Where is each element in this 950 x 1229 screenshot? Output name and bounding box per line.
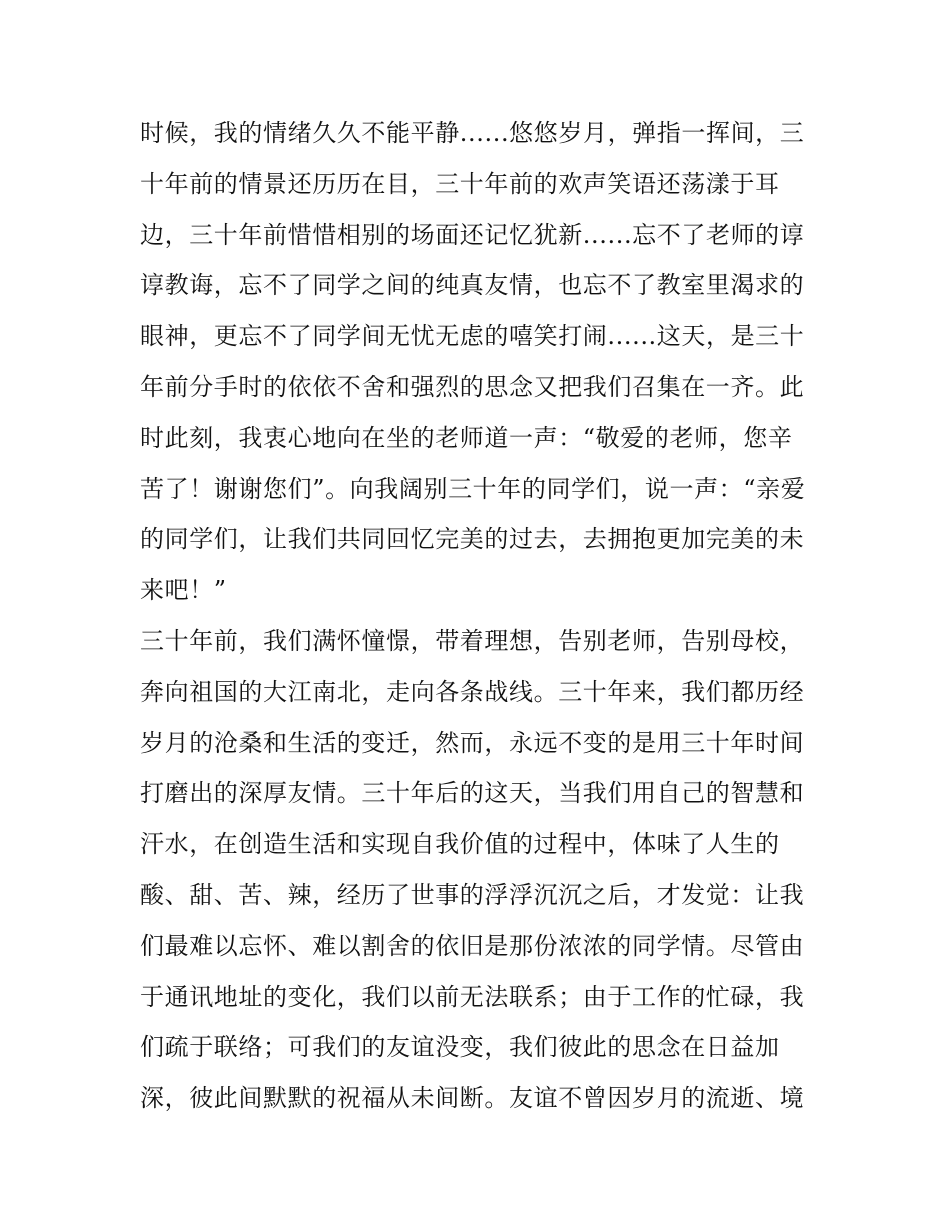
text-line: 们最难以忘怀、难以割舍的依旧是那份浓浓的同学情。尽管由 (140, 931, 805, 960)
text-line: 酸、甜、苦、辣，经历了世事的浮浮沉沉之后，才发觉：让我 (140, 880, 805, 909)
text-line: 汗水，在创造生活和实现自我价值的过程中，体味了人生的 (140, 830, 780, 859)
text-line: 的同学们，让我们共同回忆完美的过去，去拥抱更加完美的未 (140, 525, 805, 554)
text-line: 们疏于联络；可我们的友谊没变，我们彼此的思念在日益加 (140, 1033, 780, 1062)
text-line: 奔向祖国的大江南北，走向各条战线。三十年来，我们都历经 (140, 677, 805, 706)
text-line: 岁月的沧桑和生活的变迁，然而，永远不变的是用三十年时间 (140, 728, 805, 757)
body-text (140, 108, 820, 1124)
text-line: 时候，我的情绪久久不能平静......悠悠岁月，弹指一挥间，三 (140, 119, 805, 147)
text-line: 苦了！谢谢您们”。向我阔别三十年的同学们，说一声：“亲爱 (140, 474, 806, 503)
text-line: 边，三十年前惜惜相别的场面还记忆犹新......忘不了老师的谆 (140, 220, 805, 249)
text-line: 于通讯地址的变化，我们以前无法联系；由于工作的忙碌，我 (140, 982, 805, 1011)
text-line: 眼神，更忘不了同学间无忧无虑的嘻笑打闹......这天，是三十 (140, 322, 805, 351)
text-line: 谆教诲，忘不了同学之间的纯真友情，也忘不了教室里渴求的 (140, 271, 805, 300)
text-line: 打磨出的深厚友情。三十年后的这天，当我们用自己的智慧和 (140, 779, 805, 808)
text-line: 三十年前，我们满怀憧憬，带着理想，告别老师，告别母校， (140, 626, 805, 655)
text-line: 年前分手时的依依不舍和强烈的思念又把我们召集在一齐。此 (140, 372, 805, 401)
text-line: 十年前的情景还历历在目，三十年前的欢声笑语还荡漾于耳 (140, 169, 780, 198)
text-line: 深，彼此间默默的祝福从未间断。友谊不曾因岁月的流逝、境 (140, 1084, 805, 1113)
text-line: 来吧！” (140, 576, 227, 605)
text-line: 时此刻，我衷心地向在坐的老师道一声：“敬爱的老师，您辛 (140, 423, 793, 452)
